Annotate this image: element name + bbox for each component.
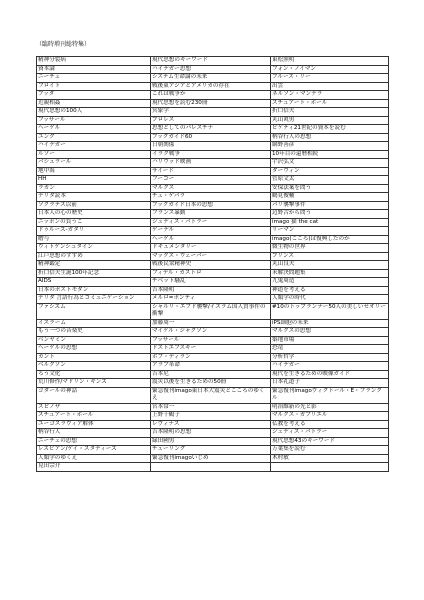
table-cell: 現代思想を読む230冊 [151, 99, 271, 108]
table-cell: 万葉集を読む [271, 446, 389, 455]
table-cell: 東松照明 [271, 57, 389, 66]
table-cell: 吉本尼 [151, 370, 271, 379]
table-row [37, 387, 389, 403]
table-cell: 人類学のゆくえ [37, 454, 151, 463]
table-row [37, 142, 389, 151]
table-cell: iPS細胞の未来 [271, 319, 389, 328]
table-row [37, 370, 389, 379]
table-cell: 近親相姦 [37, 99, 151, 108]
table-cell: ブックガイド60 [151, 133, 271, 142]
table-cell: プロレス [151, 116, 271, 125]
table-row [37, 227, 389, 236]
table-cell: 神道を考える [271, 286, 389, 295]
table-cell: 折口信夫生誕100年記念 [37, 269, 151, 278]
table-cell: ヘーゲル [37, 125, 151, 134]
table-cell: 地中海 [37, 167, 151, 176]
table-row [37, 353, 389, 362]
table-cell: ブッダ [37, 91, 151, 100]
table-cell: ネルソン・マンデラ [271, 91, 389, 100]
table-cell: フィデル・カストロ [151, 269, 271, 278]
table-cell: プリンス [271, 252, 389, 261]
table-row [37, 108, 389, 117]
table-row [37, 345, 389, 354]
table-row [37, 328, 389, 337]
table-cell: ファシズム [37, 303, 151, 319]
table-cell: ニッポンの負うこ [37, 218, 151, 227]
table-cell: 築地市場 [271, 336, 389, 345]
table-cell: ベンヤミン [37, 336, 151, 345]
table-cell: スチュアート・ホール [271, 99, 389, 108]
table-cell: 日朝関係 [151, 142, 271, 151]
table-cell: 思想としてのパレスチナ [151, 125, 271, 134]
table-cell: 戦後東アジアとアメリカの存在 [151, 82, 271, 91]
table-cell: メルロ=ポンティ [151, 295, 271, 304]
table-row [37, 65, 389, 74]
table-row [37, 210, 389, 219]
table-cell: 鶴見俊輔 [271, 193, 389, 202]
table-cell: 辺野古から問う [271, 210, 389, 219]
table-cell: リーマン [271, 227, 389, 236]
table-row [37, 429, 389, 438]
table-cell: 贈与 [37, 235, 151, 244]
table-row [37, 116, 389, 125]
table-cell: バシュラール [37, 159, 151, 168]
table-row [37, 167, 389, 176]
table-cell: 宇沢弘文 [271, 159, 389, 168]
table-row [37, 420, 389, 429]
table-row [37, 159, 389, 168]
table-cell: ラカン [37, 184, 151, 193]
table-cell: 精神鑑定 [37, 261, 151, 270]
table-cell: 加藤周一 [151, 319, 271, 328]
table-row [37, 295, 389, 304]
table-row [37, 286, 389, 295]
table-cell: ダーウィン [271, 167, 389, 176]
table-cell: フランス暴動 [151, 210, 271, 219]
table-cell: ろう文化 [37, 370, 151, 379]
table-cell: ヘーゲルの思想 [37, 345, 151, 354]
table-cell: 丸山眞男 [271, 116, 389, 125]
table-cell: ハリウッド映画 [151, 159, 271, 168]
table-cell: システム生命論の未来 [151, 74, 271, 83]
table-cell: 宮本常一 [151, 403, 271, 412]
table-cell: 緊急復刊imagoいじめ [151, 454, 271, 463]
table-cell: 九鬼周造 [271, 278, 389, 287]
table-cell: 明治維新の光と影 [271, 403, 389, 412]
table-cell [151, 463, 271, 472]
issue-title-table [36, 56, 389, 472]
table-row [37, 278, 389, 287]
table-cell: ボブ・ディラン [151, 353, 271, 362]
table-cell: 荒川修作/マドリン・ギンズ [37, 379, 151, 388]
table-cell: レズビアン/ゲイ・スタディーズ [37, 446, 151, 455]
table-cell: 網野善彦 [271, 142, 389, 151]
table-cell: 未解決問題集 [271, 269, 389, 278]
table-cell: ウィトゲンシュタイン [37, 244, 151, 253]
table-cell: ヘーゲル [151, 235, 271, 244]
table-cell: 緊急復刊imago東日本大震災とこころのゆくえ [151, 387, 271, 403]
table-row [37, 244, 389, 253]
table-cell: ドストエフスキー [151, 345, 271, 354]
table-cell: 10年目の還暦相続 [271, 150, 389, 159]
table-cell: チェ・ゲバラ [151, 193, 271, 202]
table-cell: サイード [151, 167, 271, 176]
table-cell: ジュディス・バトラー [271, 429, 389, 438]
table-cell: ハイデガー [271, 362, 389, 371]
table-cell: 江戸思想のすすめ [37, 252, 151, 261]
table-cell: 精神分裂病 [37, 57, 151, 66]
table-cell: ブルース・リー [271, 74, 389, 83]
table-row [37, 437, 389, 446]
table-cell: もう一つの音楽史 [37, 328, 151, 337]
table-cell: imago(こころ)は復興したのか [271, 235, 389, 244]
table-row [37, 319, 389, 328]
table-row [37, 91, 389, 100]
table-cell: 日本人の心の歴史 [37, 210, 151, 219]
table-cell: 日本礼道子 [271, 379, 389, 388]
table-cell: フロイト [37, 82, 151, 91]
table-cell: レヴィナス [151, 420, 271, 429]
table-row [37, 261, 389, 270]
table-row [37, 269, 389, 278]
table-cell: フッサール [151, 336, 271, 345]
table-cell: シャルリ・エブド襲撃/イスラム国人質事件の衝撃 [151, 303, 271, 319]
table-cell: 冥象学 [151, 108, 271, 117]
table-cell: ソクラテス以前 [37, 201, 151, 210]
table-cell: 日本のポストモダン [37, 286, 151, 295]
table-cell: 微生物の世界 [271, 244, 389, 253]
table-row [37, 454, 389, 463]
table-cell: ドキュメンタリー [151, 244, 271, 253]
table-cell: フォン・ノイマン [271, 65, 389, 74]
table-cell: 緊急復刊imagoヴィクトール・E・フランクル [271, 387, 389, 403]
table-row [37, 303, 389, 319]
table-row [37, 82, 389, 91]
table-cell: 木村敏 [271, 454, 389, 463]
table-cell: 分析哲学 [271, 353, 389, 362]
table-cell: 上野千鶴子 [151, 412, 271, 421]
table-cell: マイケル・ジャクソン [151, 328, 271, 337]
table-cell [271, 463, 389, 472]
table-cell: マルクスの思想 [271, 328, 389, 337]
table-cell: ハイデガー思想 [151, 65, 271, 74]
table-row [37, 99, 389, 108]
table-row [37, 446, 389, 455]
table-cell: 折口信夫 [271, 108, 389, 117]
table-row [37, 235, 389, 244]
table-cell: マックス・ウェーバー [151, 252, 271, 261]
table-cell: 現代思想のキーワード [151, 57, 271, 66]
table-cell: マルクス・ガブリエル [271, 412, 389, 421]
table-cell: ユング [37, 133, 151, 142]
table-cell: フッサール [37, 116, 151, 125]
table-cell: 仏教を考える [271, 420, 389, 429]
table-row [37, 362, 389, 371]
table-cell: 人類学の時代 [271, 295, 389, 304]
table-cell: imago 猫 the cat [271, 218, 389, 227]
table-row [37, 403, 389, 412]
table-cell: ニーチェの思想 [37, 437, 151, 446]
table-cell: 丸山良夫 [271, 261, 389, 270]
table-cell: 吉本隆明の思想 [151, 429, 271, 438]
table-cell: AIDS [37, 278, 151, 287]
table-cell: 震災以後を生きるための50冊 [151, 379, 271, 388]
table-cell: 恐竜 [271, 345, 389, 354]
table-cell: ゴダールの神話 [37, 387, 151, 403]
table-cell: デリダ読本 [37, 193, 151, 202]
table-cell: #10のトップランナー50人の美しいセオリー [271, 303, 389, 319]
table-cell: 緑田國男 [151, 437, 271, 446]
table-cell: 柄谷行人 [37, 429, 151, 438]
table-cell: ゲーデル [151, 227, 271, 236]
table-cell: 柄谷行人の思想 [271, 133, 389, 142]
table-cell: ユーゴスラヴィア解体 [37, 420, 151, 429]
table-cell: 安保法案を問う [271, 184, 389, 193]
table-cell: ニーチェ [37, 74, 151, 83]
table-cell: ハイデガー [37, 142, 151, 151]
table-row [37, 125, 389, 134]
table-cell: ジュディス・バトラー [151, 218, 271, 227]
table-cell: 現代を生きるための映像ガイド [271, 370, 389, 379]
table-row [37, 133, 389, 142]
table-cell: パリ襲撃事件 [271, 201, 389, 210]
table-cell: 見田宗介 [37, 463, 151, 472]
table-cell: 戦後民衆精神史 [151, 261, 271, 270]
table-row [37, 218, 389, 227]
table-cell: 菅原文太 [271, 176, 389, 185]
table-cell: カント [37, 353, 151, 362]
table-cell: 現代思想の100人 [37, 108, 151, 117]
document-heading: （臨時増刊総特集） [36, 41, 91, 48]
table-row [37, 176, 389, 185]
table-cell: ルソー [37, 150, 151, 159]
table-cell: ピケティ21世紀の資本を読む [271, 125, 389, 134]
table-cell: 吉本隆明 [151, 286, 271, 295]
table-cell: 現代思想43のキーワード [271, 437, 389, 446]
table-cell: ブックガイド日本の思想 [151, 201, 271, 210]
table-row [37, 336, 389, 345]
table-cell: アラブ革命 [151, 362, 271, 371]
table-cell: 出雲 [271, 82, 389, 91]
table-cell: スピノザ [37, 403, 151, 412]
table-cell: HH [37, 176, 151, 185]
table-cell: ベルクソン [37, 362, 151, 371]
table-cell: 資本論 [37, 65, 151, 74]
table-cell: チベット騒乱 [151, 278, 271, 287]
issue-title-table-body [37, 57, 389, 472]
table-row [37, 379, 389, 388]
table-cell: イスラーム [37, 319, 151, 328]
table-row [37, 193, 389, 202]
table-cell: これは戦争か [151, 91, 271, 100]
table-row [37, 201, 389, 210]
table-row [37, 150, 389, 159]
table-row [37, 57, 389, 66]
table-cell: フーコー [151, 176, 271, 185]
table-cell: イラク戦争 [151, 150, 271, 159]
table-row [37, 252, 389, 261]
table-cell: マルクス [151, 184, 271, 193]
table-row [37, 74, 389, 83]
table-row [37, 412, 389, 421]
table-cell: デリダ 言語行為とコミュニケーション [37, 295, 151, 304]
table-row [37, 184, 389, 193]
table-row [37, 463, 389, 472]
table-cell: チューリング [151, 446, 271, 455]
table-cell: ドゥルーズ-ガタリ [37, 227, 151, 236]
table-cell: スチュアート・ホール [37, 412, 151, 421]
